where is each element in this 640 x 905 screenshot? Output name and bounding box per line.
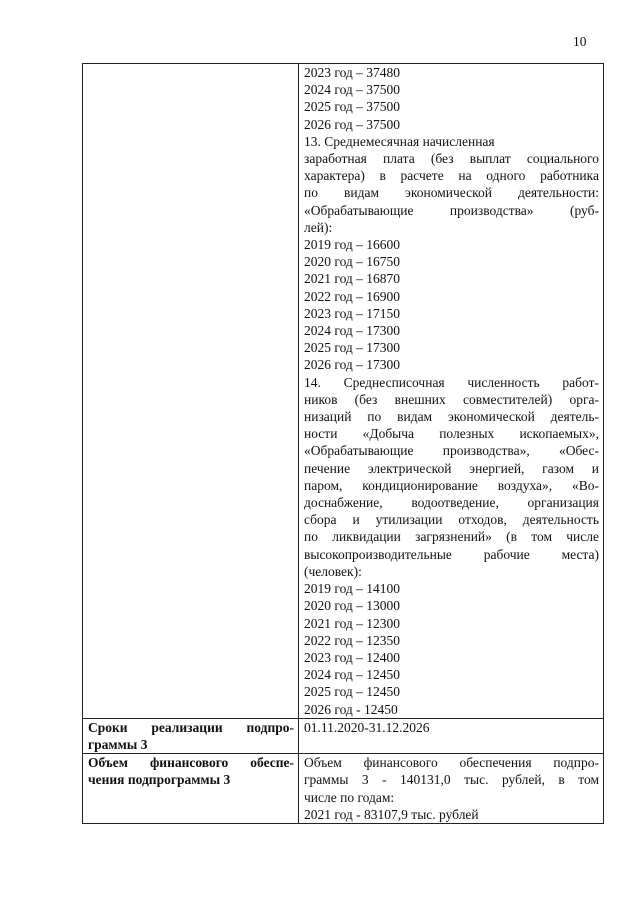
row-content-line: паром, кондиционирование воздуха», «Во-: [304, 477, 599, 493]
row-content-line: Объем финансового обеспечения подпро-: [304, 755, 599, 771]
row-content-line: 2025 год – 12450: [304, 684, 401, 700]
row-content-cell: [299, 754, 604, 824]
row-content-line: лей):: [304, 219, 333, 235]
row-content-line: 13. Среднемесячная начисленная: [304, 133, 495, 149]
row-content-line: 2023 год – 17150: [304, 305, 401, 321]
row-content-line: «Обрабатывающие производства» (руб-: [304, 202, 599, 218]
page-number: 10: [573, 34, 587, 49]
row-content-line: 2023 год – 12400: [304, 649, 401, 665]
row-label-line: чения подпрограммы 3: [88, 772, 231, 788]
row-content-line: 01.11.2020-31.12.2026: [304, 719, 430, 735]
row-label-line: Объем финансового обеспе-: [88, 755, 294, 771]
row-content-line: ности «Добыча полезных ископаемых»,: [304, 426, 599, 442]
table-row: [83, 64, 604, 719]
row-label-cell: [83, 754, 299, 824]
row-content-line: 2019 год – 16600: [304, 237, 401, 253]
table-row: [83, 754, 604, 824]
row-content-line: 2026 год – 37500: [304, 116, 401, 132]
row-content-line: 2021 год – 12300: [304, 615, 401, 631]
row-content-line: 2021 год – 16870: [304, 271, 401, 287]
row-content-line: заработная плата (без выплат социального: [304, 151, 599, 167]
row-content-line: 2022 год – 12350: [304, 632, 401, 648]
row-content-line: 2024 год – 37500: [304, 82, 401, 98]
row-content-line: высокопроизводительные рабочие места): [304, 546, 599, 562]
row-content-cell: [299, 718, 604, 753]
row-content-line: 2020 год – 13000: [304, 598, 401, 614]
row-content-line: характера) в расчете на одного работника: [304, 168, 599, 184]
row-label-cell: [83, 64, 299, 719]
row-content-cell: [299, 64, 604, 719]
row-content-line: доснабжение, водоотведение, организация: [304, 495, 599, 511]
row-content-line: 2019 год – 14100: [304, 581, 401, 597]
row-content-line: граммы 3 - 140131,0 тыс. рублей, в том: [304, 772, 599, 788]
table-row: [83, 718, 604, 753]
row-content-line: 14. Среднесписочная численность работ-: [304, 374, 599, 390]
row-content-line: сбора и утилизации отходов, деятельность: [304, 512, 599, 528]
row-content-line: по ликвидации загрязнений» (в том числе: [304, 529, 599, 545]
row-content-line: по видам экономической деятельности:: [304, 185, 599, 201]
row-content-line: 2023 год – 37480: [304, 65, 401, 80]
row-content-line: 2025 год – 17300: [304, 340, 401, 356]
row-content-line: числе по годам:: [304, 789, 395, 805]
row-content-line: 2026 год - 12450: [304, 701, 398, 717]
row-content-line: 2025 год – 37500: [304, 99, 401, 115]
row-content-line: «Обрабатывающие производства», «Обес-: [304, 443, 599, 459]
subprogram-passport-table: [82, 63, 604, 824]
row-label-cell: [83, 718, 299, 753]
row-content-line: 2020 год – 16750: [304, 254, 401, 270]
row-content-line: (человек):: [304, 563, 362, 579]
row-content-line: 2022 год – 16900: [304, 288, 401, 304]
row-content-line: низаций по видам экономической деятель-: [304, 409, 599, 425]
row-label-line: Сроки реализации подпро-: [88, 719, 294, 735]
row-content-line: печение электрической энергией, газом и: [304, 460, 599, 476]
row-content-line: 2021 год - 83107,9 тыс. рублей: [304, 806, 479, 822]
row-content-line: 2024 год – 17300: [304, 323, 401, 339]
row-label-line: граммы 3: [88, 736, 148, 752]
row-content-line: 2026 год – 17300: [304, 357, 401, 373]
row-content-line: ников (без внешних совместителей) орга-: [304, 391, 599, 407]
row-content-line: 2024 год – 12450: [304, 667, 401, 683]
